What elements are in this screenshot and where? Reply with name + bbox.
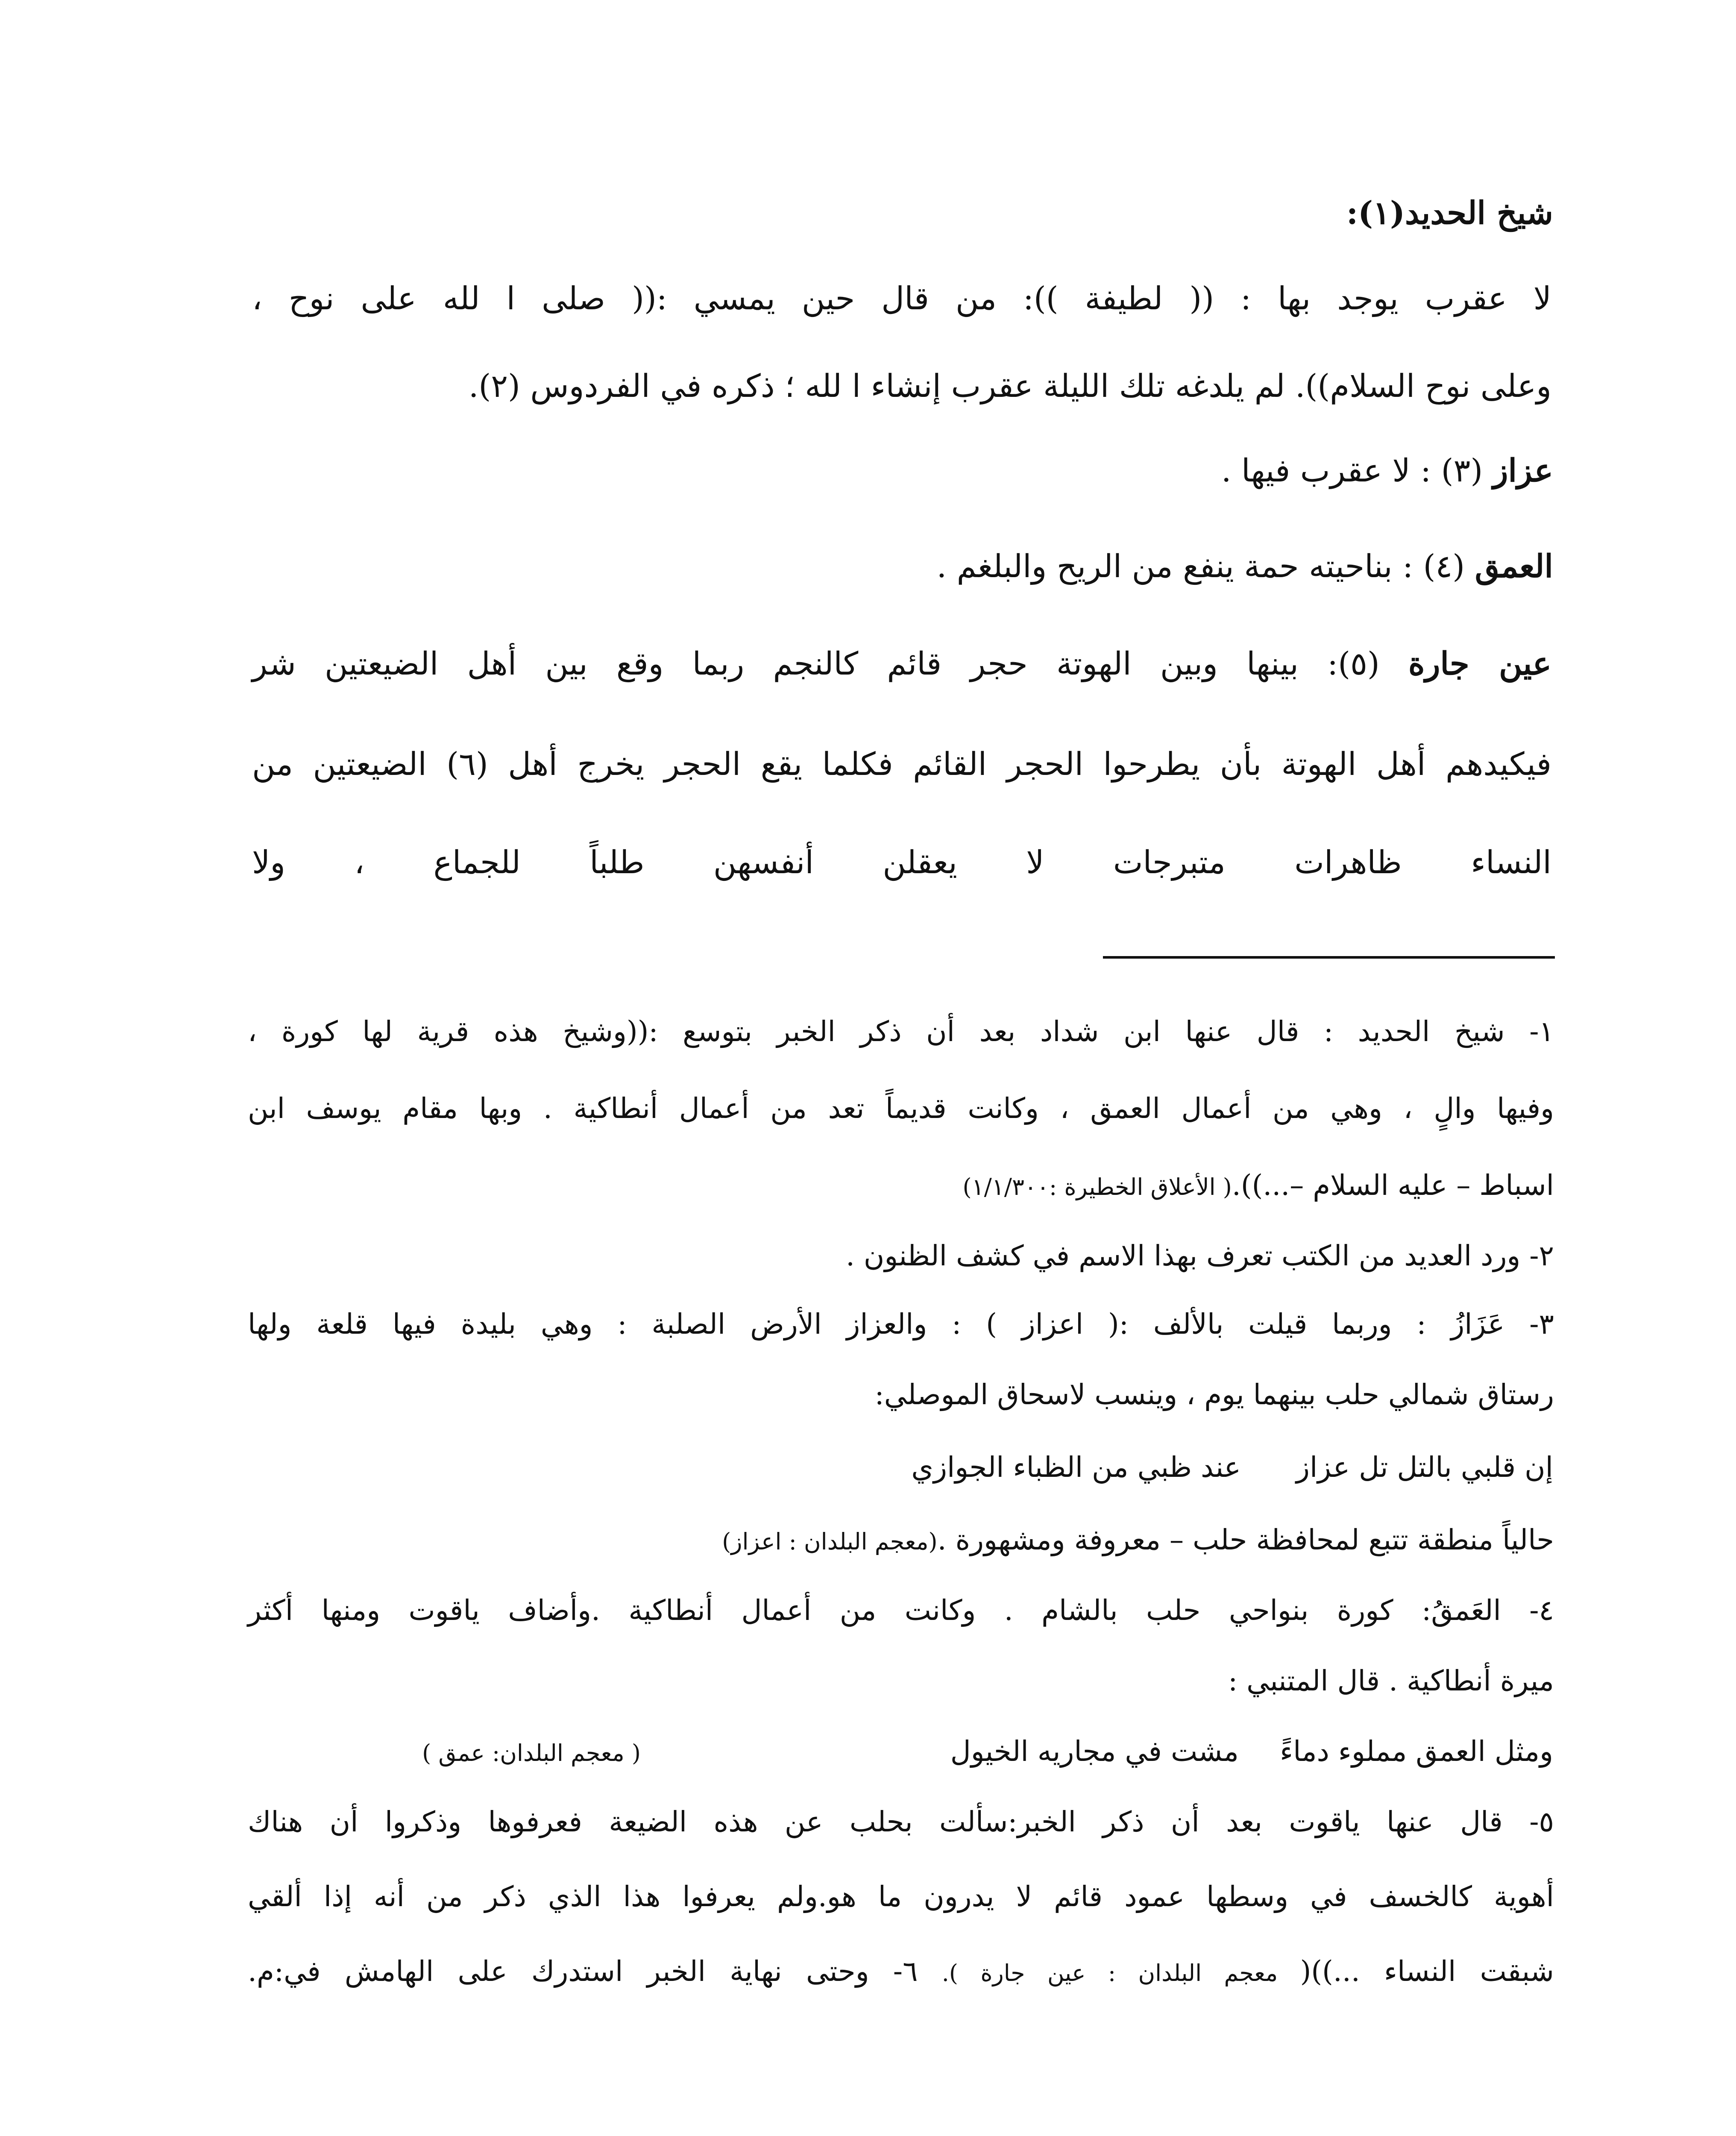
- entry-ayn-jara: [252, 645, 1551, 683]
- verse-reference: [299, 1740, 641, 1766]
- paragraph-text: وعلى نوح السلام)). لم يلدغه تلك الليلة عقرب إنشاء ا لله ؛ ذكره في الفردوس (٢).: [468, 368, 1551, 405]
- entry-term: عزاز: [1493, 452, 1553, 489]
- footnote-text: حالياً منطقة تتبع لمحافظة حلب – معروفة ومشهورة .: [937, 1523, 1554, 1556]
- entry-text: (٣) : لا عقرب فيها .: [1221, 452, 1493, 489]
- footnote-text: ٢- ورد العديد من الكتب تعرف بهذا الاسم في كشف الظنون .: [845, 1239, 1554, 1272]
- footnote-text: ١- شيخ الحديد : قال عنها ابن شداد بعد أن ذكر الخبر بتوسع :((وشيخ هذه قرية لها كورة ،: [248, 1015, 1554, 1048]
- footnote-text: رستاق شمالي حلب بينهما يوم ، وينسب لاسحاق الموصلي:: [874, 1378, 1554, 1411]
- footnote-text: وفيها والٍ ، وهي من أعمال العمق ، وكانت قديماً تعد من أعمال أنطاكية . وبها مقام يوسف ابن: [248, 1092, 1554, 1125]
- verse-line: [812, 1734, 1239, 1768]
- footnote-line: [248, 1593, 1554, 1627]
- footnote-line: [248, 1523, 1554, 1557]
- verse-hemistich: إن قلبي بالتل تل عزاز: [1296, 1451, 1553, 1484]
- verse-hemistich: ومثل العمق مملوء دماءً: [1280, 1735, 1553, 1768]
- paragraph-line: [252, 844, 1551, 882]
- heading-text: شيخ الحديد(١):: [1346, 195, 1553, 232]
- entry-text: (٤) : بناحيته حمة ينفع من الريح والبلغم .: [936, 548, 1475, 585]
- footnote-line: [248, 1015, 1554, 1048]
- footnote-text: اسباط – عليه السلام –...)).: [1232, 1169, 1554, 1202]
- paragraph-text: فيكيدهم أهل الهوتة بأن يطرحوا الحجر القائم فكلما يقع الحجر يخرج أهل (٦) الضيعتين من: [252, 746, 1551, 783]
- footnote-line: [248, 1168, 1554, 1202]
- entry-term: العمق: [1475, 548, 1553, 585]
- footnote-text: أهوية كالخسف في وسطها عمود قائم لا يدرون ما هو.ولم يعرفوا هذا الذي ذكر من أنه إذا ألقي: [248, 1880, 1554, 1913]
- footnote-reference: معجم البلدان : عين جارة ).: [941, 1960, 1300, 1986]
- footnote-line: [248, 1880, 1554, 1913]
- entry-azaz: [528, 452, 1553, 490]
- footnote-text: ٣- عَزَازُ : وربما قيلت بالألف :( اعزاز ) : والعزاز الأرض الصلبة : وهي بليدة فيها قلعة ولها: [248, 1308, 1554, 1341]
- footnote-text: ٤- العَمقُ: كورة بنواحي حلب بالشام . وكانت من أعمال أنطاكية .وأضاف ياقوت ومنها أكثر: [248, 1594, 1554, 1627]
- footnote-reference: ( معجم البلدان: عمق ): [422, 1740, 641, 1766]
- entry-text: (٥): بينها وبين الهوتة حجر قائم كالنجم ربما وقع بين أهل الضيعتين شر: [252, 645, 1408, 682]
- footnote-line: [248, 1307, 1554, 1341]
- footnote-text: ميرة أنطاكية . قال المتنبي :: [1228, 1664, 1554, 1697]
- footnote-reference: ( الأعلاق الخطيرة :١/١/٣٠٠): [962, 1174, 1232, 1200]
- footnote-line: [248, 1091, 1554, 1125]
- verse-hemistich: عند ظبي من الظباء الجوازي: [911, 1451, 1241, 1484]
- paragraph-text: النساء ظاهرات متبرجات لا يعقلن أنفسهن طلباً للجماع ، ولا: [252, 844, 1551, 881]
- footnote-line: [248, 1664, 1554, 1698]
- footnote-line: [248, 1378, 1554, 1411]
- verse-line: [814, 1450, 1241, 1484]
- footnote-line: [248, 1239, 1554, 1273]
- footnote-reference: (معجم البلدان : اعزاز): [722, 1528, 938, 1555]
- footnote-text: شبقت النساء ...))(: [1300, 1955, 1554, 1988]
- entry-heading: [699, 194, 1553, 232]
- footnote-text: ٥- قال عنها ياقوت بعد أن ذكر الخبر:سألت بحلب عن هذه الضيعة فعرفوها وذكروا أن هناك: [248, 1805, 1554, 1838]
- paragraph-text: لا عقرب يوجد بها : (( لطيفة )): من قال حين يمسي :(( صلى ا لله على نوح ،: [252, 280, 1551, 317]
- paragraph-line: [252, 745, 1551, 783]
- paragraph-line: [252, 280, 1551, 318]
- footnote-line: [248, 1805, 1554, 1839]
- verse-hemistich: مشت في مجاريه الخيول: [950, 1735, 1239, 1768]
- paragraph-line: [252, 367, 1551, 405]
- footnote-text: ٦- وحتى نهاية الخبر استدرك على الهامش في:م.: [248, 1955, 942, 1988]
- entry-amq: [528, 548, 1553, 586]
- footnote-separator: [1103, 956, 1555, 959]
- entry-term: عين جارة: [1408, 645, 1551, 682]
- footnote-line: [248, 1954, 1554, 1988]
